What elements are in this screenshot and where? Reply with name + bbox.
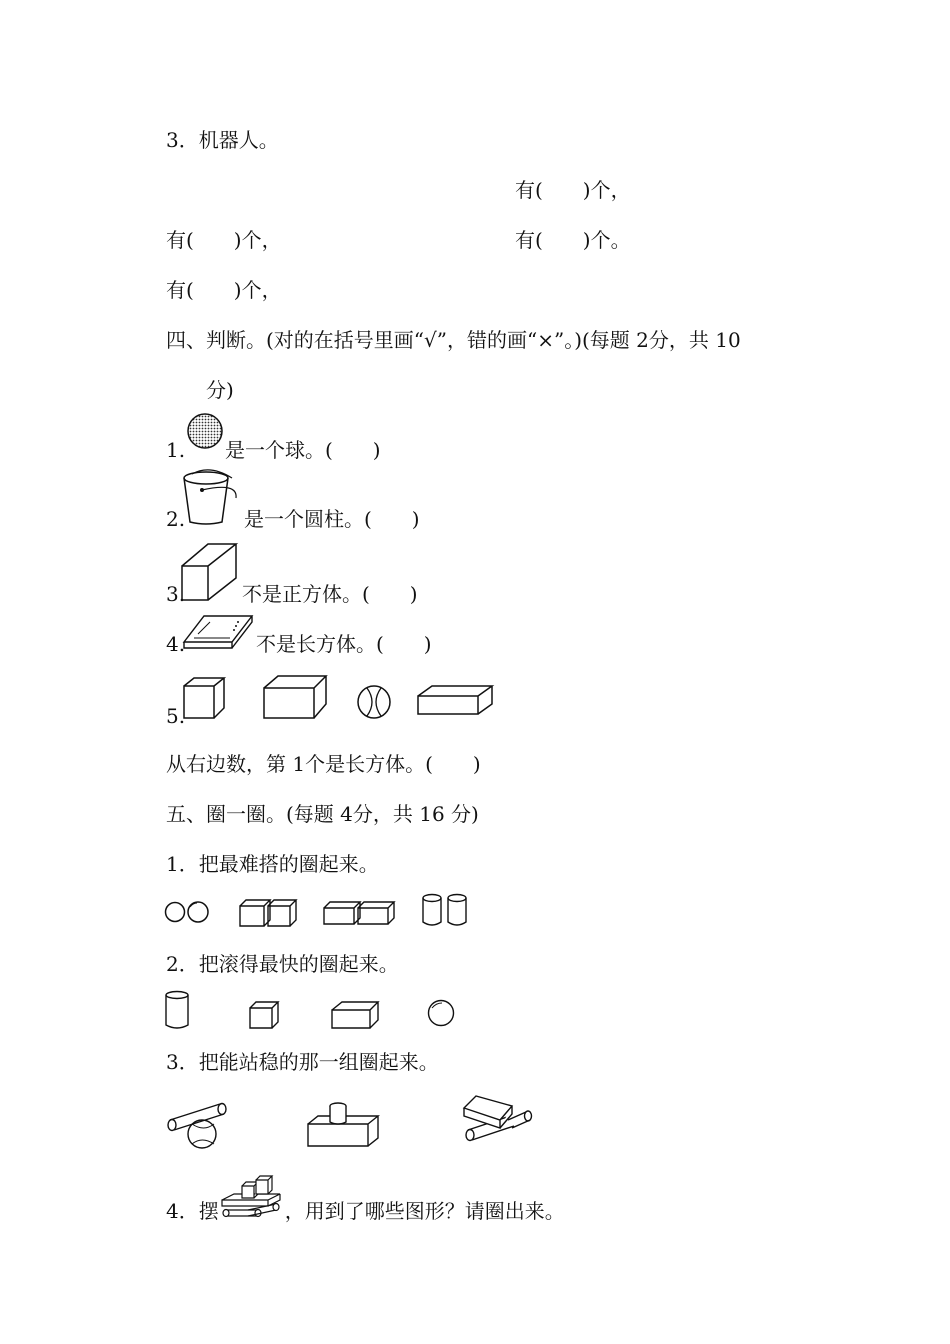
circle-q1: 1．把最难搭的圈起来。 (166, 852, 379, 876)
cylinder-on-ball-group[interactable] (164, 1098, 228, 1150)
cube-icon[interactable] (248, 1000, 280, 1030)
count-line-1: 有( )个， (515, 178, 631, 202)
cuboid-icon (262, 674, 328, 720)
cylinder-icon[interactable] (164, 990, 192, 1030)
circle-q2: 2．把滚得最快的圈起来。 (166, 952, 399, 976)
ball-icon (356, 684, 392, 720)
flat-cuboid-icon (416, 684, 494, 716)
two-balls-icon[interactable] (164, 900, 212, 924)
q3-title: 3．机器人。 (166, 128, 279, 152)
judge-item-2-number: 2. (166, 507, 186, 531)
section4-title-cont: 分) (206, 378, 234, 402)
section4-title: 四、判断。(对的在括号里画“√”，错的画“×”。)(每题 2分，共 10 (166, 328, 741, 352)
judge-item-3-number: 3. (166, 582, 186, 606)
sphere-icon[interactable] (426, 998, 456, 1028)
judge-item-3-text: 不是正方体。( ) (242, 582, 418, 606)
judge-item-4-number: 4. (166, 632, 186, 656)
judge-item-1-text: 是一个球。( ) (225, 438, 381, 462)
judge-item-1-number: 1. (166, 438, 186, 462)
cart-model-icon (218, 1170, 284, 1224)
cuboid-on-cylinders-group[interactable] (462, 1094, 532, 1146)
bucket-icon (180, 468, 242, 526)
section5-title: 五、圈一圈。(每题 4分，共 16 分) (166, 802, 479, 826)
two-cuboids-icon[interactable] (322, 900, 396, 926)
cylinder-on-cuboid-group[interactable] (306, 1100, 380, 1148)
judge-item-5-number: 5. (166, 704, 186, 728)
count-line-2: 有( )个， (166, 228, 282, 252)
circle-q3: 3．把能站稳的那一组圈起来。 (166, 1050, 439, 1074)
circle-q4-suffix: ，用到了哪些图形？请圈出来。 (284, 1199, 565, 1223)
cuboid-icon[interactable] (330, 1000, 380, 1030)
count-line-4: 有( )个， (166, 278, 282, 302)
long-box-icon (180, 542, 242, 602)
cube-icon (182, 676, 226, 720)
two-cubes-icon[interactable] (238, 898, 300, 928)
two-cylinders-icon[interactable] (420, 892, 470, 928)
count-line-3: 有( )个。 (515, 228, 631, 252)
book-icon (182, 614, 254, 652)
ball-icon (186, 412, 224, 450)
judge-item-2-text: 是一个圆柱。( ) (244, 507, 420, 531)
judge-item-4-text: 不是长方体。( ) (256, 632, 432, 656)
judge-item-5-text: 从右边数，第 1个是长方体。( ) (166, 752, 481, 776)
circle-q4-prefix: 4．摆 (166, 1199, 219, 1223)
